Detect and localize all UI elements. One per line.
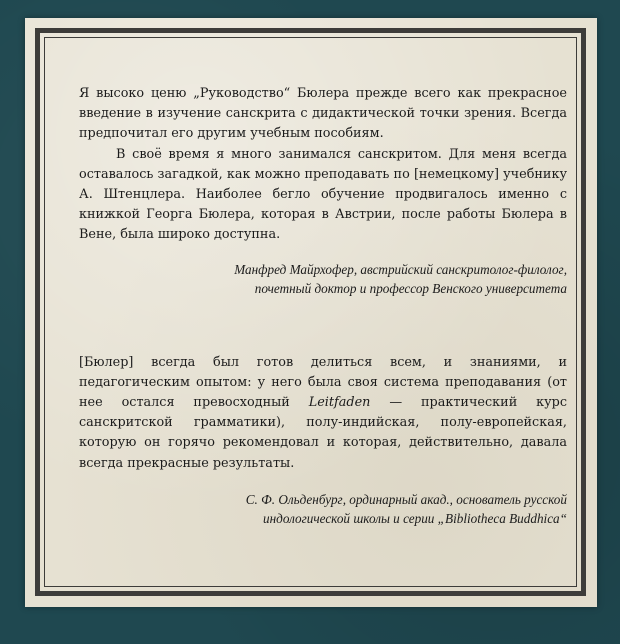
quote1-attribution xyxy=(79,260,567,299)
quote1-attribution-line2: почетный доктор и профессор Венского университета xyxy=(254,281,567,297)
quote2-paragraph xyxy=(79,353,567,474)
quote2-text-after: — практический курс санскритской грамматики), полу-индийская, полу-европейская, которую он горячо рекомендовал и которая, действительно, давала всегда прекрасные результаты. xyxy=(79,395,567,471)
quote1-paragraph-2: В своё время я много занимался санскритом. Для меня всегда оставалось загадкой, как можно преподавать по [немецкому] учебнику А. Штенцлера. Наиболее бегло обучение продвигалось именно с книжкой Георга Бюлера, которая в Австрии, после работы Бюлера в Вене, была широко доступна. xyxy=(79,146,567,243)
quote2-attribution-line2: индологической школы и серии „Bibliotheca Buddhica“ xyxy=(263,511,567,527)
quote1-paragraph-1: Я высоко ценю „Руководство“ Бюлера прежде всего как прекрасное введение в изучение санскрита с дидактической точки зрения. Всегда предпочитал его другим учебным пособиям. xyxy=(79,86,567,142)
quote2-attribution-line1: С. Ф. Ольденбург, ординарный акад., основатель русской xyxy=(245,491,567,507)
quote2-leitfaden-term: Leitfaden xyxy=(308,395,371,411)
quote2-attribution xyxy=(79,490,567,529)
paper-card xyxy=(25,18,597,607)
quotes-content xyxy=(79,84,567,529)
quote1-attribution-line1: Манфред Майрхофер, австрийский санскритолог-филолог, xyxy=(234,261,567,277)
quote2-text-before: [Бюлер] всегда был готов делиться всем, и знаниями, и педагогическим опытом: у него была своя система преподавания (от нее остался превосходный xyxy=(79,354,567,411)
